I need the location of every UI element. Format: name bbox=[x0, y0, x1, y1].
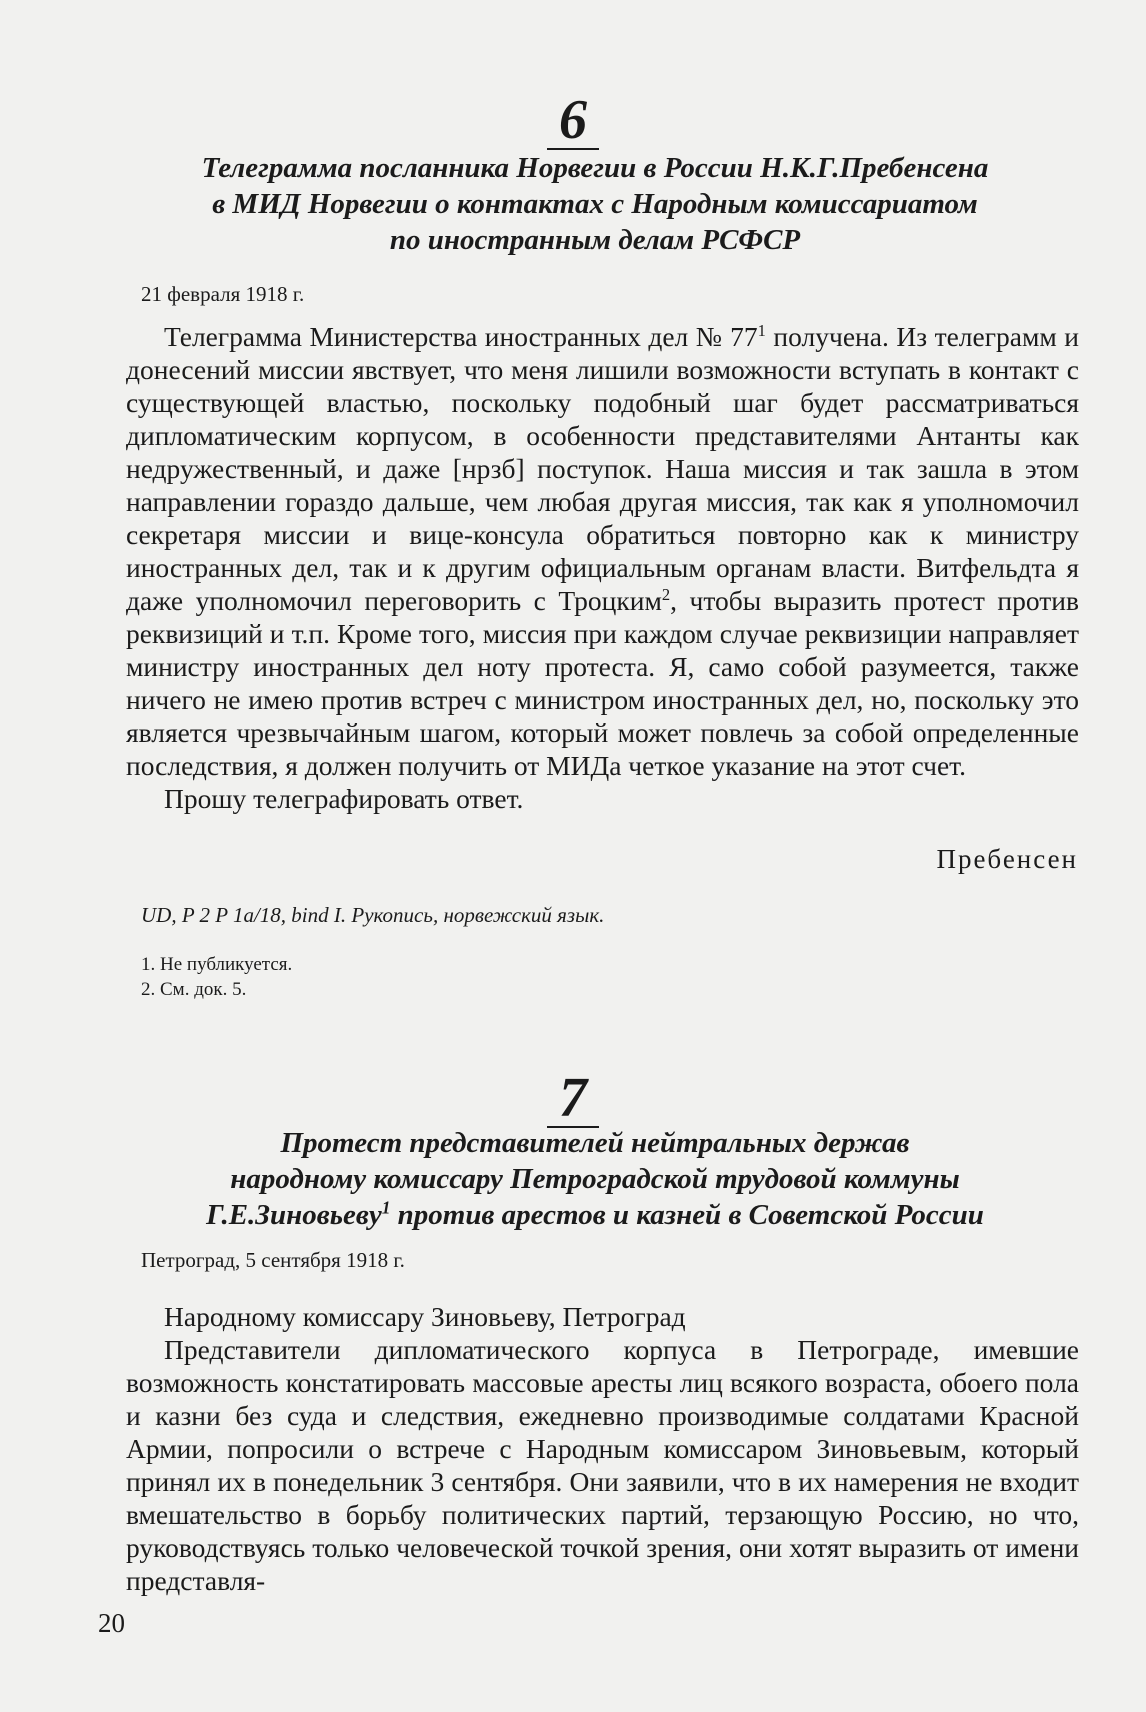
doc7-address: Народному комиссару Зиновьеву, Петроград bbox=[164, 1301, 686, 1332]
doc7-title bbox=[120, 1125, 1070, 1233]
doc6-title-line: по иностранным делам РСФСР bbox=[389, 224, 801, 256]
doc6-paragraph: Прошу телеграфировать ответ. bbox=[164, 783, 524, 814]
doc7-date: Петроград, 5 сентября 1918 г. bbox=[141, 1248, 405, 1272]
doc6-signature: Пребенсен bbox=[936, 844, 1078, 874]
doc7-title-line: Протест представителей нейтральных держав bbox=[280, 1127, 910, 1159]
doc7-number: 7 bbox=[0, 1070, 1146, 1128]
footnote-ref: 1 bbox=[381, 1197, 391, 1218]
doc6-body bbox=[126, 320, 1079, 815]
doc6-number: 6 bbox=[0, 92, 1146, 150]
doc6-date: 21 февраля 1918 г. bbox=[141, 282, 305, 306]
doc6-paragraph: Телеграмма Министерства иностранных дел № $77^1$ получена. Из телеграмм и донесений миссии явствует, что меня лишили возможности вступать в контакт с существующей властью, поскольку подобный шаг будет рассматриваться дипломатическим корпусом, в особенности представителями Антанты как недружественный, и даже [нрзб] поступок. Наша миссия и так зашла в этом направлении гораздо дальше, чем любая другая миссия, так как я уполномочил секретаря миссии и вице-консула обратиться повторно как к министру иностранных дел, так и к другим официальным органам власти. Витфельдта я даже уполномочил переговорить с Троцким$^2$, чтобы выразить протест против реквизиций и т.п. Кроме того, миссия при каждом случае реквизиции направляет министру иностранных дел ноту протеста. Я, само собой разумеется, также ничего не имею против встреч с министром иностранных дел, но, поскольку это является чрезвычайным шагом, который может повлечь за собой определенные последствия, я должен получить от МИДа четкое указание на этот счет. bbox=[126, 320, 1080, 781]
doc6-title bbox=[120, 150, 1070, 258]
doc7-paragraph: Представители дипломатического корпуса в Петрограде, имевшие возможность констатировать массовые аресты лиц всякого возраста, обоего пола и казни без суда и следствия, ежедневно производимые солдатами Красной Армии, попросили о встрече с Народным комиссаром Зиновьевым, который принял их в понедельник 3 сентября. Они заявили, что в их намерения не входит вмешательство в борьбу политических партий, терзающую Россию, но что, руководствуясь только человеческой точкой зрения, они хотят выразить от имени представля- bbox=[126, 1334, 1079, 1596]
doc6-title-line: Телеграмма посланника Норвегии в России Н.К.Г.Пребенсена bbox=[201, 152, 989, 184]
doc6-footnotes bbox=[141, 952, 292, 1002]
footnote: 2. См. док. 5. bbox=[141, 979, 247, 1000]
doc6-source: UD, P 2 P 1a/18, bind I. Рукопись, норвежский язык. bbox=[141, 903, 605, 927]
doc7-body bbox=[126, 1300, 1079, 1597]
page-number: 20 bbox=[98, 1608, 125, 1638]
footnote: 1. Не публикуется. bbox=[141, 954, 293, 975]
doc6-title-line: в МИД Норвегии о контактах с Народным комиссариатом bbox=[212, 188, 978, 220]
doc7-title-line: народному комиссару Петроградской трудовой коммуны bbox=[230, 1163, 960, 1195]
doc7-title-line: Г.Е.Зиновьеву$^1$ против арестов и казней в Советской России bbox=[206, 1197, 984, 1231]
footnote-ref: 1 bbox=[757, 320, 766, 340]
footnote-ref: 2 bbox=[661, 584, 671, 604]
